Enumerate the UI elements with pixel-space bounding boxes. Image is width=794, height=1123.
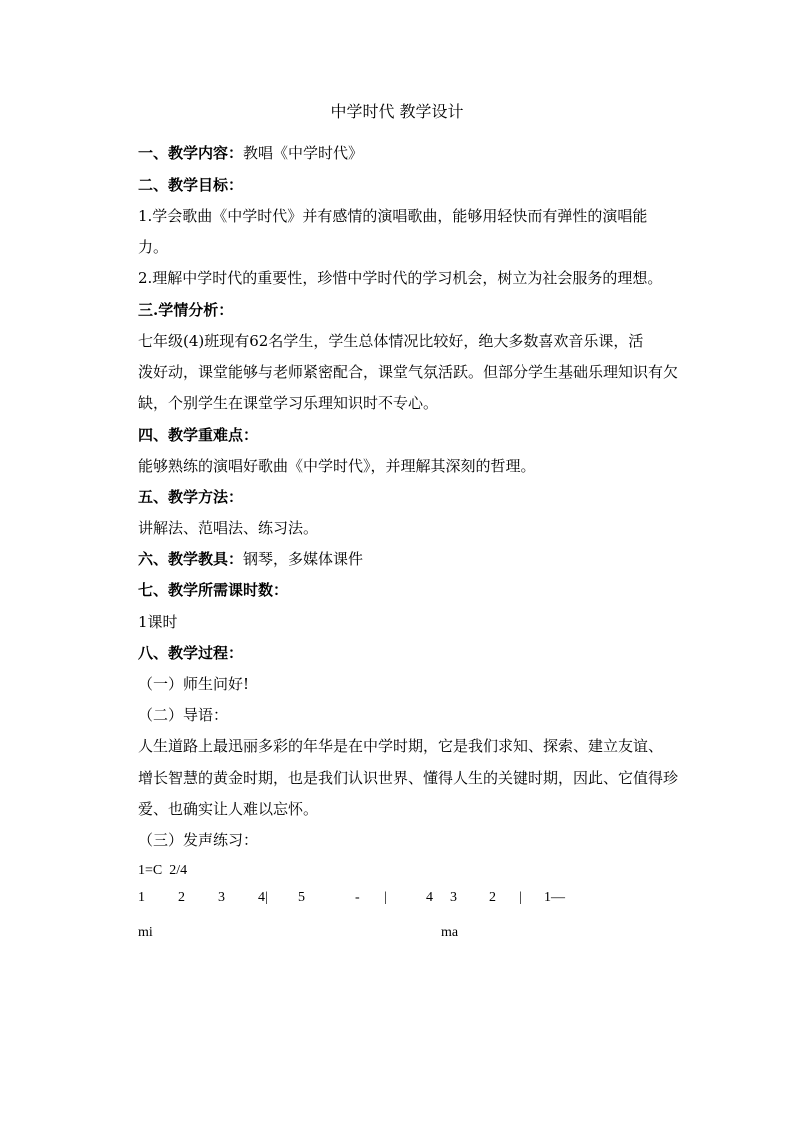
section-4-text: 能够熟练的演唱好歌曲《中学时代》，并理解其深刻的哲理。 <box>138 457 536 475</box>
analysis-line-2: 泼好动，课堂能够与老师紧密配合，课堂气氛活跃。但部分学生基础乐理知识有欠 <box>138 363 679 381</box>
intro-line-2: 增长智慧的黄金时期，也是我们认识世界、懂得人生的关键时期，因此、它值得珍 <box>138 769 679 787</box>
barline-2: | <box>519 890 522 905</box>
goal-2: 2.理解中学时代的重要性，珍惜中学时代的学习机会，树立为社会服务的理想。 <box>138 269 663 287</box>
section-7-text: 1课时 <box>138 613 178 631</box>
intro-line-1: 人生道路上最迅丽多彩的年华是在中学时期，它是我们求知、探索、建立友谊、 <box>138 737 664 755</box>
note-6: 4 <box>426 890 433 905</box>
note-1: 1 <box>138 890 145 905</box>
process-step-3: （三）发声练习： <box>138 831 259 849</box>
analysis-line-3: 缺，个别学生在课堂学习乐理知识时不专心。 <box>138 394 439 412</box>
section-5-text: 讲解法、范唱法、练习法。 <box>138 519 319 537</box>
syllable-mi: mi <box>138 925 153 940</box>
analysis-line-1: 七年级(4)班现有62名学生，学生总体情况比较好，绝大多数喜欢音乐课，活 <box>138 332 644 350</box>
section-6-heading: 六、教学教具： <box>138 550 244 568</box>
process-step-1: （一）师生问好! <box>138 675 250 693</box>
section-1-heading: 一、教学内容： <box>138 144 244 162</box>
section-3-heading: 三.学情分析： <box>138 301 234 319</box>
intro-line-3: 爱、也确实让人难以忘怀。 <box>138 800 319 818</box>
note-4-barline: 4| <box>258 890 268 905</box>
section-2-heading: 二、教学目标： <box>138 176 244 194</box>
note-hold: - <box>355 890 360 905</box>
note-8: 2 <box>489 890 496 905</box>
section-4-heading: 四、教学重难点： <box>138 426 259 444</box>
section-8-heading: 八、教学过程： <box>138 644 244 662</box>
syllable-ma: ma <box>441 925 459 940</box>
goal-1-line-2: 力。 <box>138 238 169 256</box>
section-1-text: 教唱《中学时代》 <box>243 144 364 162</box>
section-7-heading: 七、教学所需课时数： <box>138 581 289 599</box>
process-step-2: （二）导语： <box>138 706 229 724</box>
note-5: 5 <box>298 890 305 905</box>
goal-1-line-1: 1.学会歌曲《中学时代》并有感情的演唱歌曲，能够用轻快而有弹性的演唱能 <box>138 207 648 225</box>
section-1-line <box>138 143 363 163</box>
barline-1: | <box>384 890 387 905</box>
key-signature: 1=C 2/4 <box>138 863 188 878</box>
note-3: 3 <box>218 890 225 905</box>
note-7: 3 <box>450 890 457 905</box>
note-9-sustain: 1— <box>544 890 565 905</box>
vocalise-notation <box>138 890 598 912</box>
section-5-heading: 五、教学方法： <box>138 488 244 506</box>
section-6-text: 钢琴，多媒体课件 <box>243 550 364 568</box>
document-title: 中学时代 教学设计 <box>330 102 464 121</box>
note-2: 2 <box>178 890 185 905</box>
section-6-line <box>138 549 363 569</box>
